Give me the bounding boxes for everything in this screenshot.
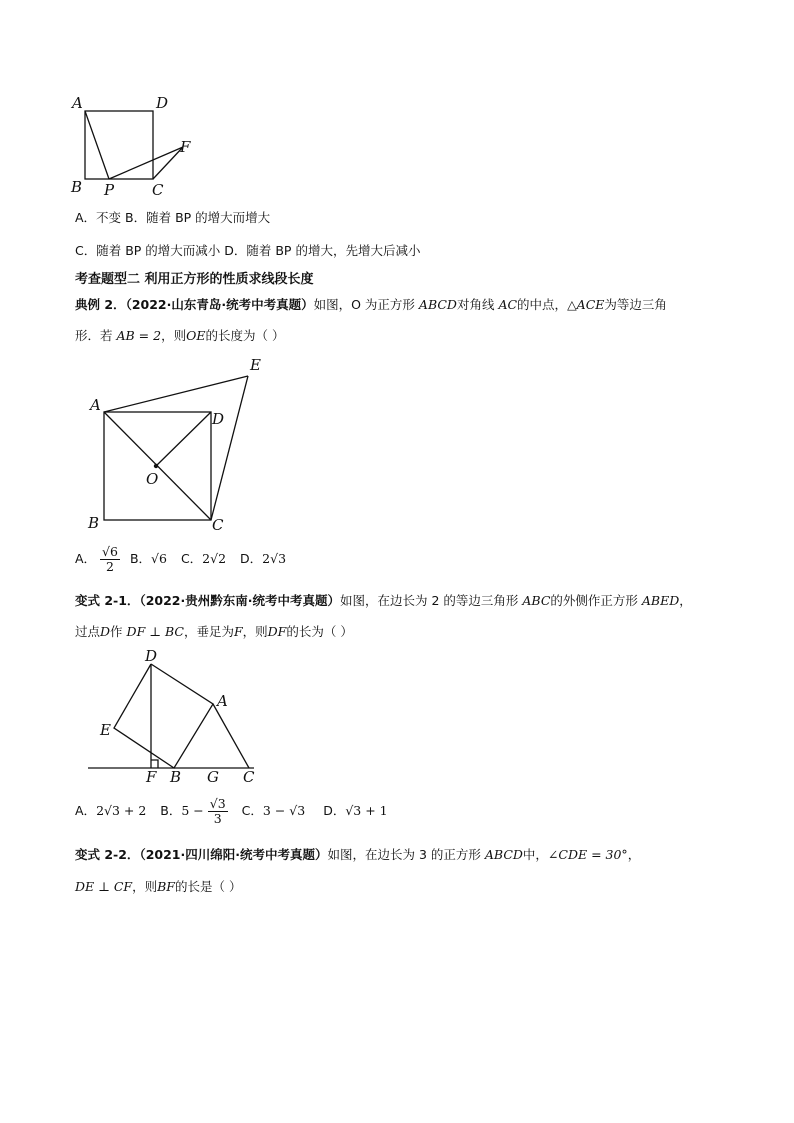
variant-2-2-source: （2021·四川绵阳·统考中考真题） xyxy=(139,847,328,862)
figure-2-square-with-equilateral-triangle xyxy=(84,350,274,540)
example-2-text: 对角线 xyxy=(456,297,495,312)
option-c-value: 3 − √3 xyxy=(262,802,306,818)
fig2-label-e: E xyxy=(250,356,261,374)
variant-2-1-text: ， xyxy=(679,593,692,608)
fig1-label-c: C xyxy=(152,181,164,199)
variant-2-2-text: 如图，在边长为 3 的正方形 xyxy=(327,847,481,862)
option-c-value: 2√2 xyxy=(202,550,227,566)
fig2-label-c: C xyxy=(212,516,224,534)
figure-3-triangle-with-square xyxy=(84,648,264,788)
math-abc: ABC xyxy=(522,593,551,608)
segment-ac xyxy=(213,704,249,768)
option-a-denominator: 2 xyxy=(106,558,114,574)
section-title: 考查题型二 利用正方形的性质求线段长度 xyxy=(75,272,314,287)
math-abed: ABED xyxy=(641,593,680,608)
example-2-text: 为等边三角 xyxy=(604,297,667,312)
option-d-value: √3 + 1 xyxy=(345,802,388,818)
math-angle-cde: ∠CDE = 30° xyxy=(547,847,628,862)
example-2-line-1 xyxy=(75,295,667,313)
segment-ce xyxy=(211,376,248,520)
option-a-label: A． xyxy=(75,550,97,566)
example-2-text: 如图，O 为正方形 xyxy=(313,297,415,312)
math-ac: AC xyxy=(498,297,518,312)
variant-2-1-text: 作 xyxy=(110,624,123,639)
option-c-label: C． xyxy=(180,550,203,566)
variant-2-1-text: 的外侧作正方形 xyxy=(550,593,638,608)
variant-2-2-line-1 xyxy=(75,845,640,863)
segment-cf xyxy=(153,147,183,179)
fig1-label-b: B xyxy=(71,178,83,196)
fig3-label-e: E xyxy=(100,721,111,739)
option-a-numerator: √6 xyxy=(102,544,118,559)
square-abcd xyxy=(85,111,153,179)
fig1-label-d: D xyxy=(156,94,169,112)
example-2-text: 的中点， xyxy=(517,297,568,312)
fig1-label-f: F xyxy=(180,138,191,156)
fig3-label-g: G xyxy=(207,768,219,786)
q1-options-line-1: A．不变 B．随着 BP 的增大而增大 xyxy=(75,210,271,225)
variant-2-1-text: ，则 xyxy=(242,624,268,639)
fig1-label-p: P xyxy=(104,181,115,199)
segment-ap xyxy=(85,111,109,179)
math-f: F xyxy=(233,624,243,639)
option-a-label: A． xyxy=(75,802,97,818)
fig3-label-d: D xyxy=(145,648,158,665)
variant-2-2-text: ， xyxy=(627,847,641,862)
fig2-label-a: A xyxy=(90,396,101,414)
segment-pf xyxy=(109,147,183,179)
example-2-source: （2022·山东青岛·统考中考真题） xyxy=(125,297,314,312)
example-2-line-2 xyxy=(75,326,284,344)
variant-2-2-text: 中， xyxy=(522,847,548,862)
math-oe: OE xyxy=(186,328,206,343)
variant-2-1-text: 的长为（ ） xyxy=(286,624,353,639)
option-b-fraction xyxy=(208,797,228,826)
fig3-label-c: C xyxy=(243,768,255,786)
variant-2-1-text: 如图，在边长为 2 的等边三角形 xyxy=(339,593,519,608)
math-de-perp-cf: DE ⊥ CF xyxy=(75,879,133,894)
math-abcd: ABCD xyxy=(418,297,457,312)
q1-options-line-2: C．随着 BP 的增大而减小 D．随着 BP 的增大，先增大后减小 xyxy=(75,243,421,258)
option-c-label: C． xyxy=(241,802,263,818)
fig2-label-d: D xyxy=(212,410,225,428)
math-d: D xyxy=(100,624,111,639)
example-2-text: 形．若 xyxy=(75,328,113,343)
variant-2-1-prefix: 变式 2-1． xyxy=(75,593,140,608)
example-2-text: 的长度为（ ） xyxy=(205,328,285,343)
fig2-label-b: B xyxy=(88,514,100,532)
variant-2-1-source: （2022·贵州黔东南·统考中考真题） xyxy=(139,593,340,608)
variant-2-1-line-1 xyxy=(75,591,692,609)
variant-2-2-prefix: 变式 2-2． xyxy=(75,847,140,862)
right-angle-mark xyxy=(151,760,158,768)
option-a-fraction xyxy=(100,545,120,574)
math-ab-eq-2: AB = 2 xyxy=(116,328,162,343)
option-a-value: 2√3 + 2 xyxy=(96,802,147,818)
option-d-label: D． xyxy=(323,802,346,818)
figure-1-square-abcd xyxy=(66,92,206,200)
example-2-prefix: 典例 2． xyxy=(75,297,126,312)
option-d-value: 2√3 xyxy=(262,550,287,566)
math-abcd: ABCD xyxy=(484,847,523,862)
example-2-text: ，则 xyxy=(161,328,187,343)
option-b-prefix: 5 − xyxy=(181,802,204,818)
fig2-label-o: O xyxy=(146,470,159,488)
variant-2-2-text: ，则 xyxy=(132,879,158,894)
segment-ae xyxy=(104,376,248,412)
math-triangle-ace: △ACE xyxy=(567,297,605,312)
fig3-label-a: A xyxy=(217,692,228,710)
math-df: DF xyxy=(267,624,287,639)
math-bf: BF xyxy=(157,879,175,894)
option-b-denominator: 3 xyxy=(213,810,222,826)
variant-2-1-text: 过点 xyxy=(75,624,101,639)
fig1-label-a: A xyxy=(72,94,83,112)
fig3-label-f: F xyxy=(146,768,157,786)
option-b-numerator: √3 xyxy=(209,796,226,811)
option-d-label: D． xyxy=(240,550,263,566)
option-b-value: √6 xyxy=(151,550,167,566)
option-b-label: B． xyxy=(160,802,182,818)
square-abed xyxy=(114,664,213,768)
example-2-options xyxy=(75,545,286,574)
math-df-perp-bc: DF ⊥ BC xyxy=(126,624,184,639)
variant-2-1-text: ，垂足为 xyxy=(183,624,234,639)
point-o xyxy=(154,464,158,468)
variant-2-2-text: 的长是（ ） xyxy=(174,879,242,894)
variant-2-2-line-2 xyxy=(75,877,241,895)
fig3-label-b: B xyxy=(170,768,182,786)
segment-od xyxy=(156,412,211,466)
variant-2-1-line-2 xyxy=(75,622,353,640)
variant-2-1-options xyxy=(75,797,388,826)
option-b-label: B． xyxy=(129,550,152,566)
